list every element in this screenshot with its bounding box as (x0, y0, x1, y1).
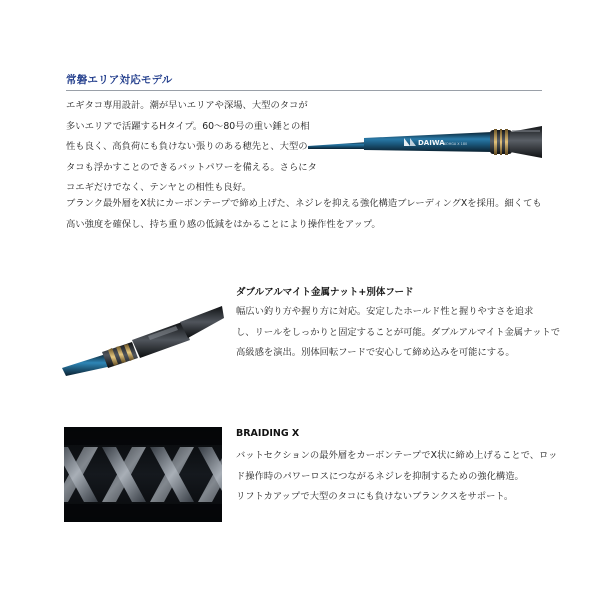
intro-paragraph (66, 96, 317, 199)
hood-line: 高級感を演出。別体回転フードで安心して締め込みを可能にする。 (236, 347, 515, 358)
intro-line: 性も良く、高負荷にも負けない張りのある穂先と、大型の (66, 141, 308, 152)
brand-text: DAIWA (418, 139, 445, 147)
hood-line: し、リールをしっかりと固定することが可能。ダブルアルマイト金属ナットで (236, 326, 561, 338)
daiwa-logo-mark (404, 138, 445, 147)
braiding-feature-title: BRAIDING X (236, 428, 300, 439)
section-divider (66, 90, 542, 91)
intro-line: コエギだけでなく、テンヤとの相性も良好。 (66, 182, 252, 193)
braiding-line: ド操作時のパワーロスにつながるネジレを抑制するための強化構造。 (236, 470, 524, 482)
hood-line: 幅広い釣り方や握り方に対応。安定したホールド性と握りやすさを追求 (236, 306, 534, 317)
braiding-x-image (64, 427, 222, 522)
section-heading: 常磐エリア対応モデル (66, 74, 173, 86)
intro-line: 多いエリアで活躍するHタイプ。60〜80号の重い錘との相 (66, 120, 310, 132)
braiding-feature-text (236, 446, 557, 508)
blank-line: 高い強度を確保し、持ち重り感の低減をはかることにより操作性をアップ。 (66, 218, 381, 230)
blank-line: ブランク最外層をX状にカーボンテープで締め上げた、ネジレを抑える強化構造ブレーディングXを採用。細くても (66, 198, 542, 209)
intro-line: エギタコ専用設計。潮が早いエリアや深場、大型のタコが (66, 100, 308, 111)
braiding-line: リフトカアップで大型のタコにも負けないブランクスをサポート。 (236, 491, 514, 502)
metal-nut-hood-image (62, 296, 224, 376)
model-print-text: KOHGA X 180 (444, 142, 468, 146)
hood-feature-title: ダブルアルマイト金属ナット+別体フード (236, 287, 414, 298)
blank-paragraph (66, 194, 542, 235)
intro-line: タコも浮かすことのできるバットパワーを備える。さらにタ (66, 161, 317, 173)
hood-feature-text (236, 302, 560, 364)
braiding-line: バットセクションの最外層をカーボンテープでX状に締め上げることで、ロッ (236, 450, 558, 461)
reel-seat-image (306, 112, 546, 172)
